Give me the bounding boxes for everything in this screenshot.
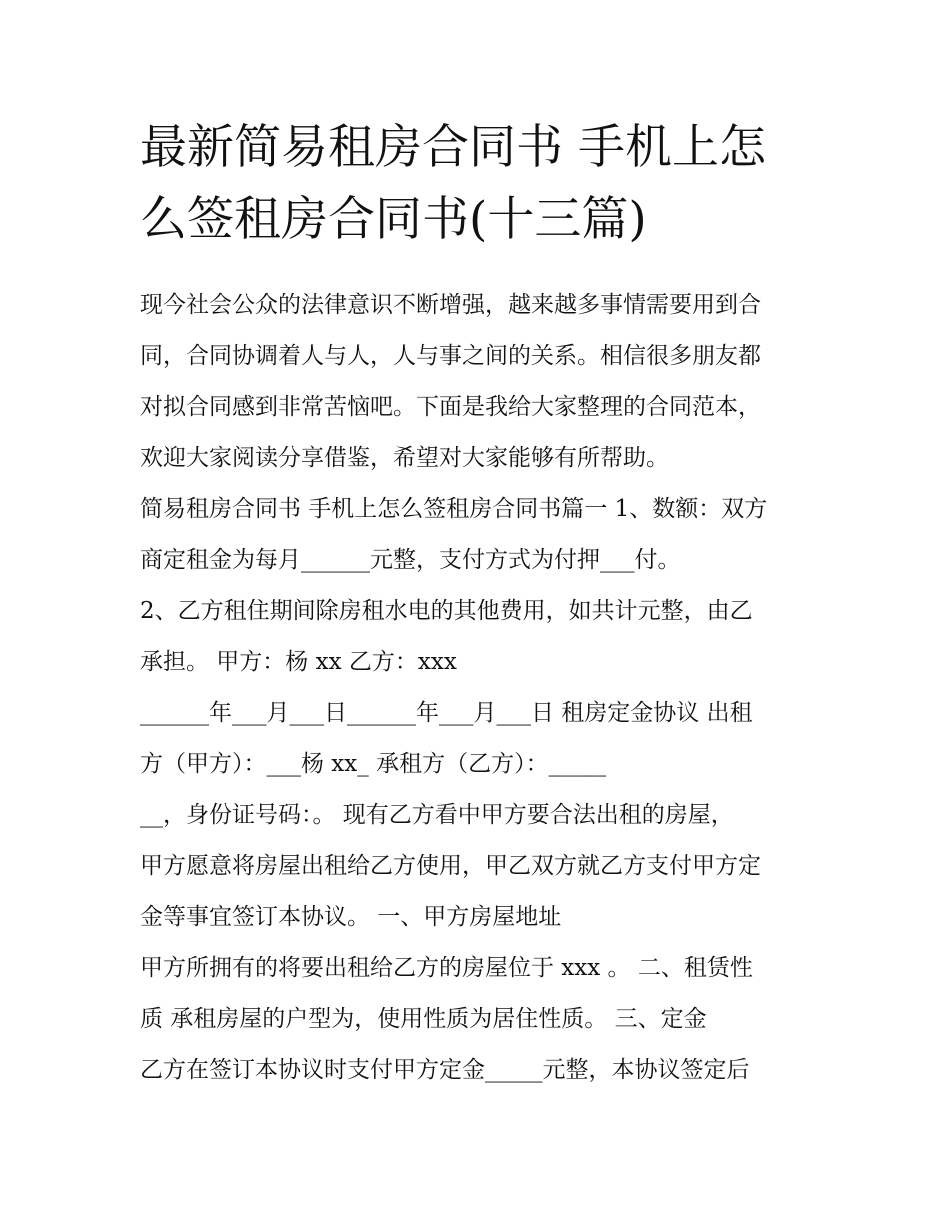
body-line: 对拟合同感到非常苦恼吧。下面是我给大家整理的合同范本， xyxy=(140,394,761,420)
document-title xyxy=(140,112,820,256)
body-line: 欢迎大家阅读分享借鉴，希望对大家能够有所帮助。 xyxy=(140,445,669,471)
body-line: 2、乙方租住期间除房租水电的其他费用，如共计元整，由乙 xyxy=(140,598,753,624)
body-line: 甲方所拥有的将要出租给乙方的房屋位于 xxx 。 二、租赁性 xyxy=(140,955,753,981)
body-line: 乙方在签订本协议时支付甲方定金_____元整，本协议签定后 xyxy=(140,1057,750,1083)
body-line: 甲方愿意将房屋出租给乙方使用，甲乙双方就乙方支付甲方定 xyxy=(140,853,761,879)
body-line: 方（甲方）：___杨 xx_ 承租方（乙方）：_____ xyxy=(140,751,607,777)
title-line: 么签租房合同书(十三篇) xyxy=(140,192,647,247)
body-line: 现今社会公众的法律意识不断增强，越来越多事情需要用到合 xyxy=(140,292,761,318)
title-line: 最新简易租房合同书 手机上怎 xyxy=(140,120,766,175)
body-line: 简易租房合同书 手机上怎么签租房合同书篇一 1、数额：双方 xyxy=(140,496,768,522)
body-line: 金等事宜签订本协议。 一、甲方房屋地址 xyxy=(140,904,562,930)
body-line: 质 承租房屋的户型为，使用性质为居住性质。 三、定金 xyxy=(140,1006,707,1032)
document-page xyxy=(140,112,820,1096)
document-body xyxy=(140,280,820,1096)
body-line: 承担。 甲方：杨 xx 乙方：xxx xyxy=(140,649,457,675)
body-line: __，身份证号码：。 现有乙方看中甲方要合法出租的房屋， xyxy=(140,802,734,828)
body-line: ______年___月___日______年___月___日 租房定金协议 出租 xyxy=(140,700,753,726)
body-line: 商定租金为每月______元整，支付方式为付押___付。 xyxy=(140,547,681,573)
body-line: 同，合同协调着人与人，人与事之间的关系。相信很多朋友都 xyxy=(140,343,761,369)
